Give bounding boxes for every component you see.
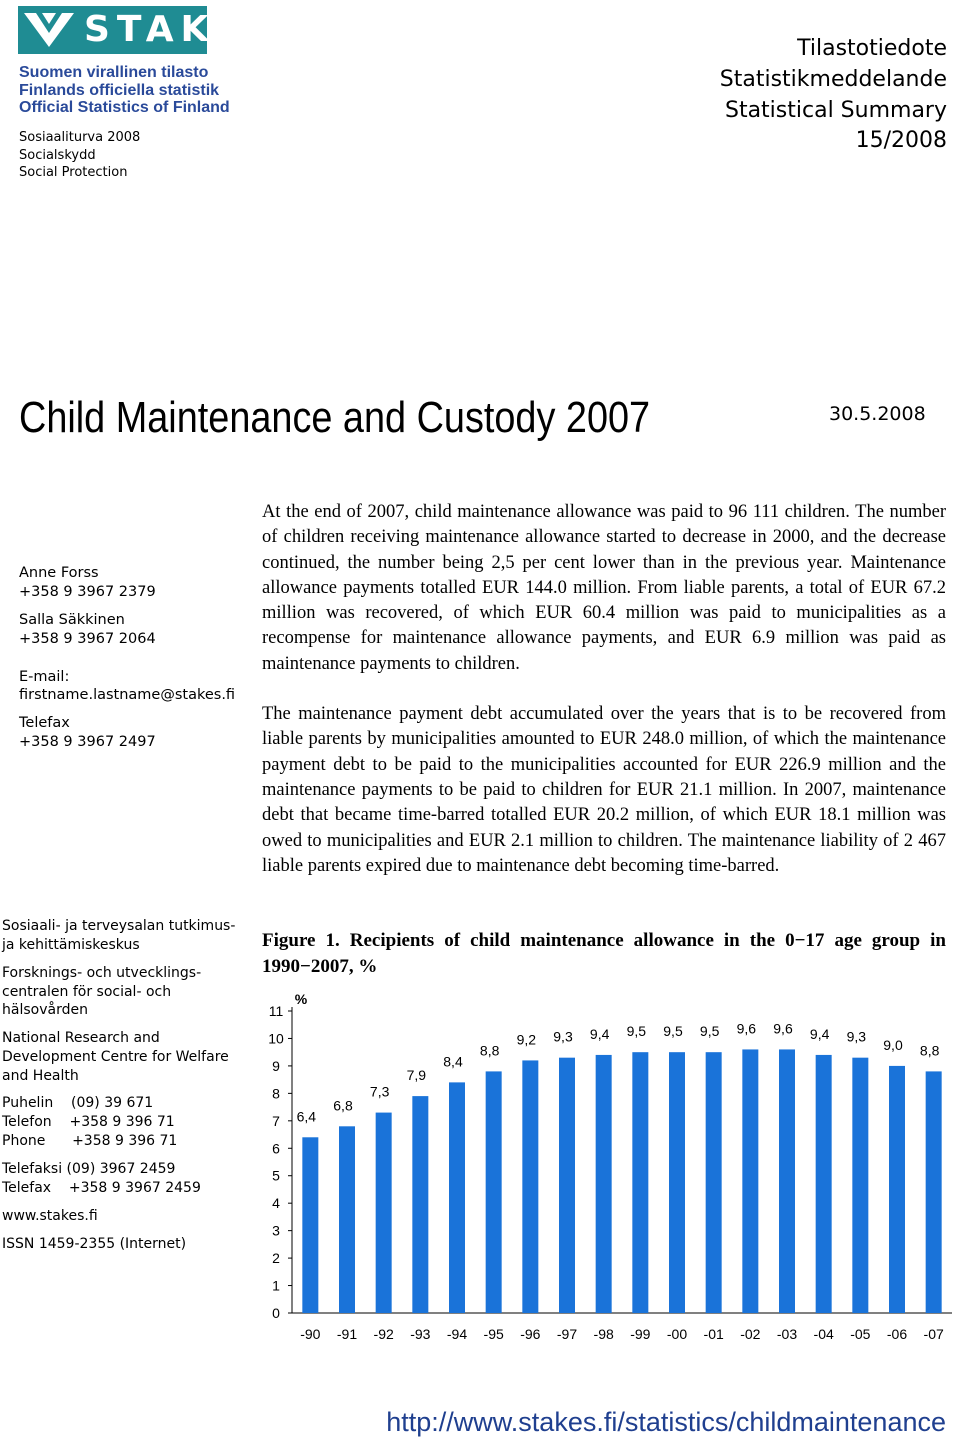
data-label: 9,6: [736, 1020, 757, 1037]
org-sv-line-1: Forsknings- och utvecklings-: [2, 965, 202, 981]
org-phone-en: Phone +358 9 396 71: [2, 1133, 178, 1149]
publication-date: 30.5.2008: [829, 403, 926, 425]
x-tick-label: -92: [373, 1326, 394, 1342]
stakes-logo: [18, 6, 280, 54]
telefax-number: +358 9 3967 2497: [19, 734, 156, 750]
bar: [852, 1058, 868, 1313]
x-tick-label: -06: [886, 1326, 908, 1342]
org-fi-line-2: ja kehittämiskeskus: [2, 937, 140, 953]
y-tick-label: 2: [272, 1250, 280, 1267]
y-tick-label: 9: [272, 1057, 280, 1074]
body-paragraph-2: The maintenance payment debt accumulated over the years that is to be recovered from liable parents by municipalities amounted to EUR 248.0 million, of which the maintenance payment debt to be paid to the municipalities accounted for EUR 226.9 million and the maintenance payments to be paid to children for EUR 21.1 million. In 2007, maintenance debt that became time-barred totalled EUR 20.2 million, of which EUR 18.1 million was owed to municipalities and EUR 2.1 million to children. The maintenance liability of 2 467 liable parents expired due to maintenance debt becoming time-barred.: [262, 704, 946, 876]
y-tick-label: 5: [272, 1167, 280, 1184]
bar: [412, 1096, 428, 1313]
org-phone-fi: Puhelin (09) 39 671: [2, 1095, 154, 1111]
data-label: 9,4: [589, 1025, 610, 1042]
y-tick-label: 7: [272, 1112, 280, 1129]
issue-number: 15/2008: [855, 128, 947, 153]
series-fi: Sosiaaliturva 2008: [19, 130, 141, 145]
x-tick-label: -04: [813, 1326, 834, 1342]
x-tick-label: -90: [300, 1326, 321, 1342]
bar-chart: [256, 985, 956, 1345]
org-phone-sv: Telefon +358 9 396 71: [2, 1114, 175, 1130]
data-label: 6,4: [296, 1108, 317, 1125]
y-tick-label: 3: [272, 1222, 280, 1239]
x-tick-label: -96: [520, 1326, 541, 1342]
data-label: 7,3: [369, 1083, 390, 1100]
x-tick-label: -01: [703, 1326, 724, 1342]
x-tick-label: -93: [410, 1326, 431, 1342]
y-axis-label: %: [294, 991, 308, 1007]
bar: [522, 1060, 538, 1313]
bar: [449, 1082, 465, 1313]
org-en-line-3: and Health: [2, 1068, 79, 1084]
y-tick-label: 6: [272, 1140, 280, 1157]
bar: [376, 1113, 392, 1313]
bar: [339, 1126, 355, 1313]
data-label: 9,3: [846, 1028, 867, 1045]
bar: [926, 1071, 942, 1313]
org-issn: ISSN 1459-2355 (Internet): [2, 1236, 187, 1252]
data-label: 9,5: [626, 1023, 647, 1040]
header-line-en: Statistical Summary: [724, 98, 947, 123]
data-label: 9,4: [809, 1025, 830, 1042]
y-tick-label: 0: [272, 1305, 280, 1321]
footer-url-link[interactable]: http://www.stakes.fi/statistics/childmaintenance: [386, 1407, 946, 1437]
bar: [816, 1055, 832, 1313]
y-tick-label: 10: [268, 1030, 284, 1047]
org-fax-sv: Telefax +358 9 3967 2459: [2, 1180, 201, 1196]
telefax-label: Telefax: [19, 715, 70, 731]
org-fax-fi: Telefaksi (09) 3967 2459: [2, 1161, 176, 1177]
org-sv-line-3: hälsovården: [2, 1002, 88, 1018]
contact-name-2: Salla Säkkinen: [19, 612, 125, 628]
logo-line-sv: Finlands officiella statistik: [19, 82, 220, 99]
y-tick-label: 11: [268, 1003, 284, 1019]
data-label: 7,9: [406, 1067, 427, 1084]
contact-phone-2: +358 9 3967 2064: [19, 631, 156, 647]
x-tick-label: -02: [740, 1326, 761, 1342]
body-text: [262, 500, 946, 904]
bar: [302, 1137, 318, 1313]
data-label: 9,6: [773, 1020, 793, 1037]
x-tick-label: -95: [483, 1326, 504, 1342]
x-tick-label: -00: [666, 1326, 688, 1342]
x-tick-label: -97: [556, 1326, 578, 1342]
logo-line-fi: Suomen virallinen tilasto: [19, 64, 209, 81]
data-label: 8,4: [443, 1053, 463, 1070]
logo-emblem-icon: [18, 6, 84, 54]
org-sv-line-2: centralen för social- och: [2, 984, 172, 1000]
bar: [632, 1052, 648, 1313]
contact-phone-1: +358 9 3967 2379: [19, 584, 156, 600]
x-tick-label: -99: [630, 1326, 651, 1342]
x-tick-label: -05: [850, 1326, 871, 1342]
data-label: 9,5: [699, 1023, 720, 1040]
bar: [779, 1049, 795, 1313]
series-sv: Socialskydd: [19, 148, 96, 163]
data-label: 8,8: [919, 1042, 940, 1059]
email-address: firstname.lastname@stakes.fi: [19, 687, 236, 703]
header-line-sv: Statistikmeddelande: [719, 67, 947, 92]
y-tick-label: 4: [272, 1195, 280, 1212]
bar: [669, 1052, 685, 1313]
page-title: Child Maintenance and Custody 2007: [19, 393, 651, 442]
y-tick-label: 1: [272, 1277, 280, 1294]
series-en: Social Protection: [19, 165, 128, 180]
x-tick-label: -91: [336, 1326, 358, 1342]
x-tick-label: -03: [776, 1326, 798, 1342]
data-label: 9,3: [553, 1028, 573, 1045]
x-tick-label: -07: [923, 1326, 944, 1342]
bar: [742, 1049, 758, 1313]
logo-line-en: Official Statistics of Finland: [19, 99, 230, 116]
data-label: 9,2: [516, 1031, 537, 1048]
figure-title: Figure 1. Recipients of child maintenance allowance in the 0−17 age group in 1990−2007, %: [262, 930, 946, 977]
data-label: 9,0: [883, 1036, 903, 1053]
org-en-line-1: National Research and: [2, 1030, 160, 1046]
bar: [706, 1052, 722, 1313]
data-label: 8,8: [479, 1042, 500, 1059]
contact-name-1: Anne Forss: [19, 565, 99, 581]
bar: [889, 1066, 905, 1313]
bar: [596, 1055, 612, 1313]
logo-wordmark: STAKES: [84, 9, 280, 50]
bar: [559, 1058, 575, 1313]
org-fi-line-1: Sosiaali- ja terveysalan tutkimus-: [2, 918, 236, 934]
org-website[interactable]: www.stakes.fi: [2, 1208, 98, 1224]
x-tick-label: -98: [593, 1326, 614, 1342]
body-paragraph-1: At the end of 2007, child maintenance allowance was paid to 96 111 children. The number of children receiving maintenance allowance started to decrease in 2000, and the decrease continued, the number being 2,5 per cent lower than in the previous year. Maintenance allowance payments totalled EUR 144.0 million. From liable parents, a total of EUR 67.2 million was recovered, of which EUR 60.4 million was paid to municipalities as a recompense for maintenance allowance payments, and EUR 6.9 million was paid as maintenance payments to children.: [262, 502, 946, 674]
data-label: 6,8: [333, 1097, 353, 1114]
header-line-fi: Tilastotiedote: [797, 36, 947, 61]
y-tick-label: 8: [272, 1085, 280, 1102]
email-label: E-mail:: [19, 669, 70, 685]
x-tick-label: -94: [446, 1326, 468, 1342]
org-en-line-2: Development Centre for Welfare: [2, 1049, 229, 1065]
data-label: 9,5: [663, 1023, 683, 1040]
bar: [486, 1071, 502, 1313]
